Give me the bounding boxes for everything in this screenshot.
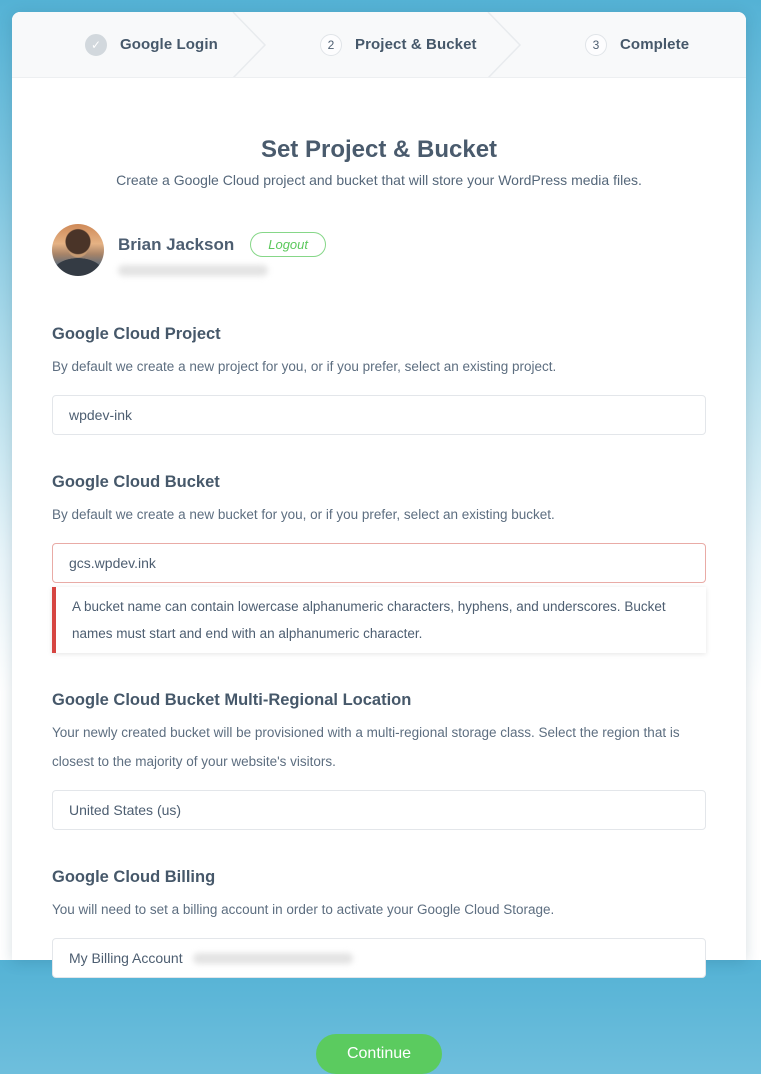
logout-button[interactable]: Logout <box>250 232 326 257</box>
bucket-section <box>52 473 706 653</box>
user-email-redacted <box>118 265 268 276</box>
project-heading: Google Cloud Project <box>52 325 221 343</box>
bucket-error-message: A bucket name can contain lowercase alphanumeric characters, hyphens, and underscores. Bucket names must start and end with an alphanumeric character. <box>52 587 706 653</box>
stepper-chevron-icon <box>232 12 268 78</box>
stepper-chevron-icon <box>487 12 523 78</box>
step-label: Complete <box>620 36 690 53</box>
billing-section <box>52 868 706 978</box>
user-name: Brian Jackson <box>118 234 235 254</box>
stepper-step-complete <box>585 12 689 77</box>
billing-selected-value: My Billing Account <box>69 950 183 967</box>
step-label: Project & Bucket <box>355 36 477 53</box>
continue-button[interactable]: Continue <box>316 1034 442 1074</box>
stepper-step-google-login <box>85 12 218 77</box>
step-number-badge: 3 <box>585 34 607 56</box>
project-section <box>52 325 706 435</box>
billing-heading: Google Cloud Billing <box>52 868 216 887</box>
location-selected-value: United States (us) <box>69 802 182 819</box>
bucket-heading: Google Cloud Bucket <box>52 473 220 492</box>
billing-description: You will need to set a billing account in order to activate your Google Cloud Storage. <box>52 902 555 918</box>
location-select[interactable] <box>52 790 706 830</box>
project-input[interactable] <box>52 395 706 435</box>
page-subtitle: Create a Google Cloud project and bucket that will store your WordPress media files. <box>116 172 642 188</box>
stepper-step-project-bucket <box>320 12 477 77</box>
billing-account-id-redacted <box>193 953 353 964</box>
wizard-stepper <box>12 12 746 78</box>
setup-wizard-card <box>12 12 746 1063</box>
location-description: Your newly created bucket will be provisioned with a multi-regional storage class. Select the region that is closest to the majority of your website's visitors. <box>52 725 680 770</box>
billing-select[interactable] <box>52 938 706 978</box>
bucket-input[interactable] <box>52 543 706 583</box>
step-label: Google Login <box>120 36 218 53</box>
bucket-description: By default we create a new bucket for you, or if you prefer, select an existing bucket. <box>52 507 555 523</box>
location-heading: Google Cloud Bucket Multi-Regional Location <box>52 691 412 710</box>
location-section <box>52 691 706 830</box>
avatar <box>52 224 104 276</box>
step-number-badge: 2 <box>320 34 342 56</box>
project-description: By default we create a new project for you, or if you prefer, select an existing project. <box>52 359 557 374</box>
check-icon: ✓ <box>85 34 107 56</box>
page-title: Set Project & Bucket <box>260 136 498 163</box>
user-profile <box>52 224 706 281</box>
